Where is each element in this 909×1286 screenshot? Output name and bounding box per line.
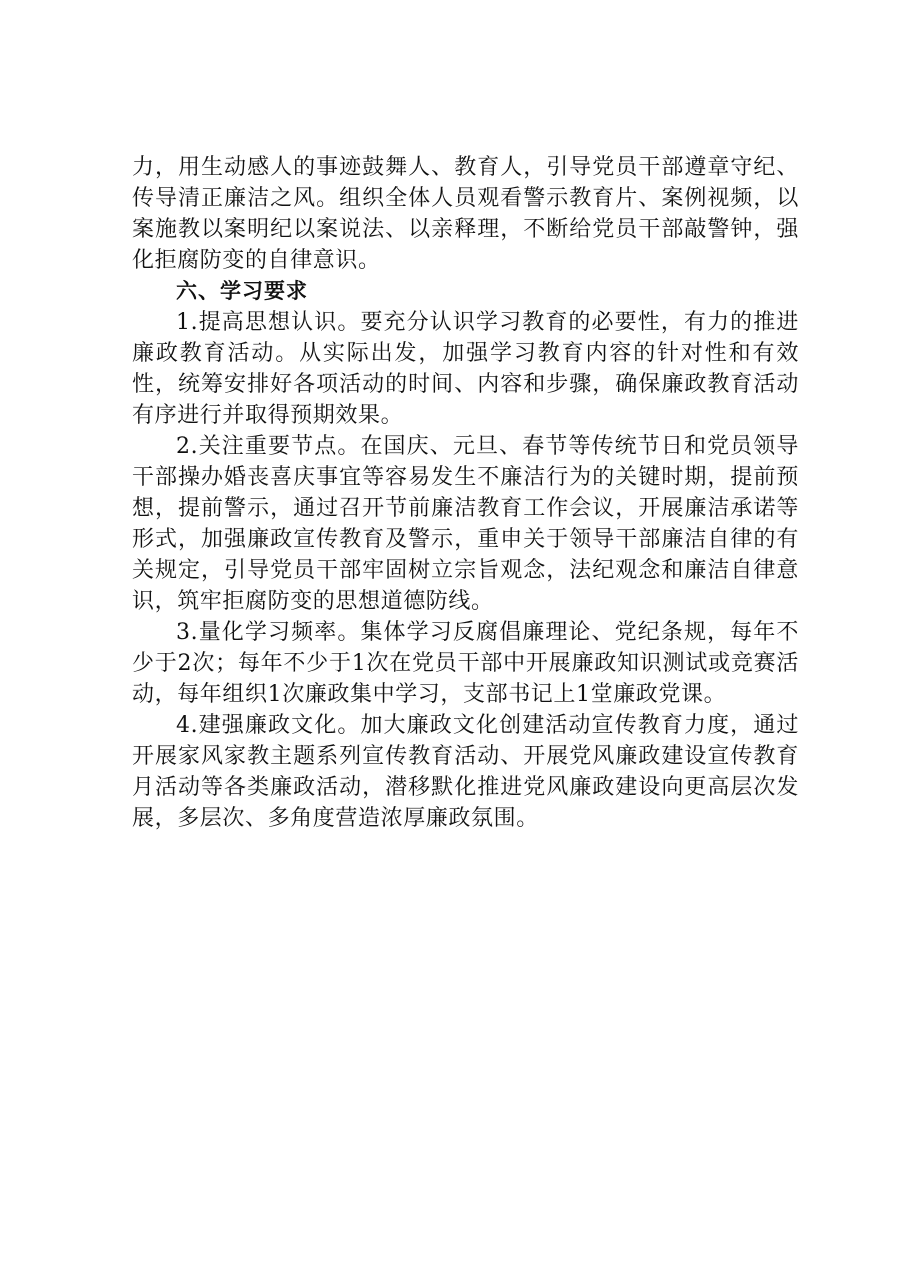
- requirement-item-3: 3.量化学习频率。集体学习反腐倡廉理论、党纪条规，每年不少于2次；每年不少于1次在党员干部中开展廉政知识测试或竞赛活动，每年组织1次廉政集中学习，支部书记上1堂廉政党课。: [132, 620, 799, 707]
- section-heading: 六、学习要求: [176, 279, 308, 303]
- requirement-item-2: 2.关注重要节点。在国庆、元旦、春节等传统节日和党员领导干部操办婚丧喜庆事宜等容易发生不廉洁行为的关键时期，提前预想，提前警示，通过召开节前廉洁教育工作会议，开展廉洁承诺等形式，加强廉政宣传教育及警示，重申关于领导干部廉洁自律的有关规定，引导党员干部牢固树立宗旨观念，法纪观念和廉洁自律意识，筑牢拒腐防变的思想道德防线。: [132, 434, 799, 614]
- requirement-item-1: 1.提高思想认识。要充分认识学习教育的必要性，有力的推进廉政教育活动。从实际出发，加强学习教育内容的针对性和有效性，统筹安排好各项活动的时间、内容和步骤，确保廉政教育活动有序进行并取得预期效果。: [132, 310, 799, 428]
- continuation-paragraph: 力，用生动感人的事迹鼓舞人、教育人，引导党员干部遵章守纪、传导清正廉洁之风。组织全体人员观看警示教育片、案例视频，以案施教以案明纪以案说法、以亲释理，不断给党员干部敲警钟，强化拒腐防变的自律意识。: [132, 155, 799, 273]
- document-page: [132, 152, 799, 834]
- requirement-item-4: 4.建强廉政文化。加大廉政文化创建活动宣传教育力度，通过开展家风家教主题系列宣传教育活动、开展党风廉政建设宣传教育月活动等各类廉政活动，潜移默化推进党风廉政建设向更高层次发展，多层次、多角度营造浓厚廉政氛围。: [132, 713, 799, 831]
